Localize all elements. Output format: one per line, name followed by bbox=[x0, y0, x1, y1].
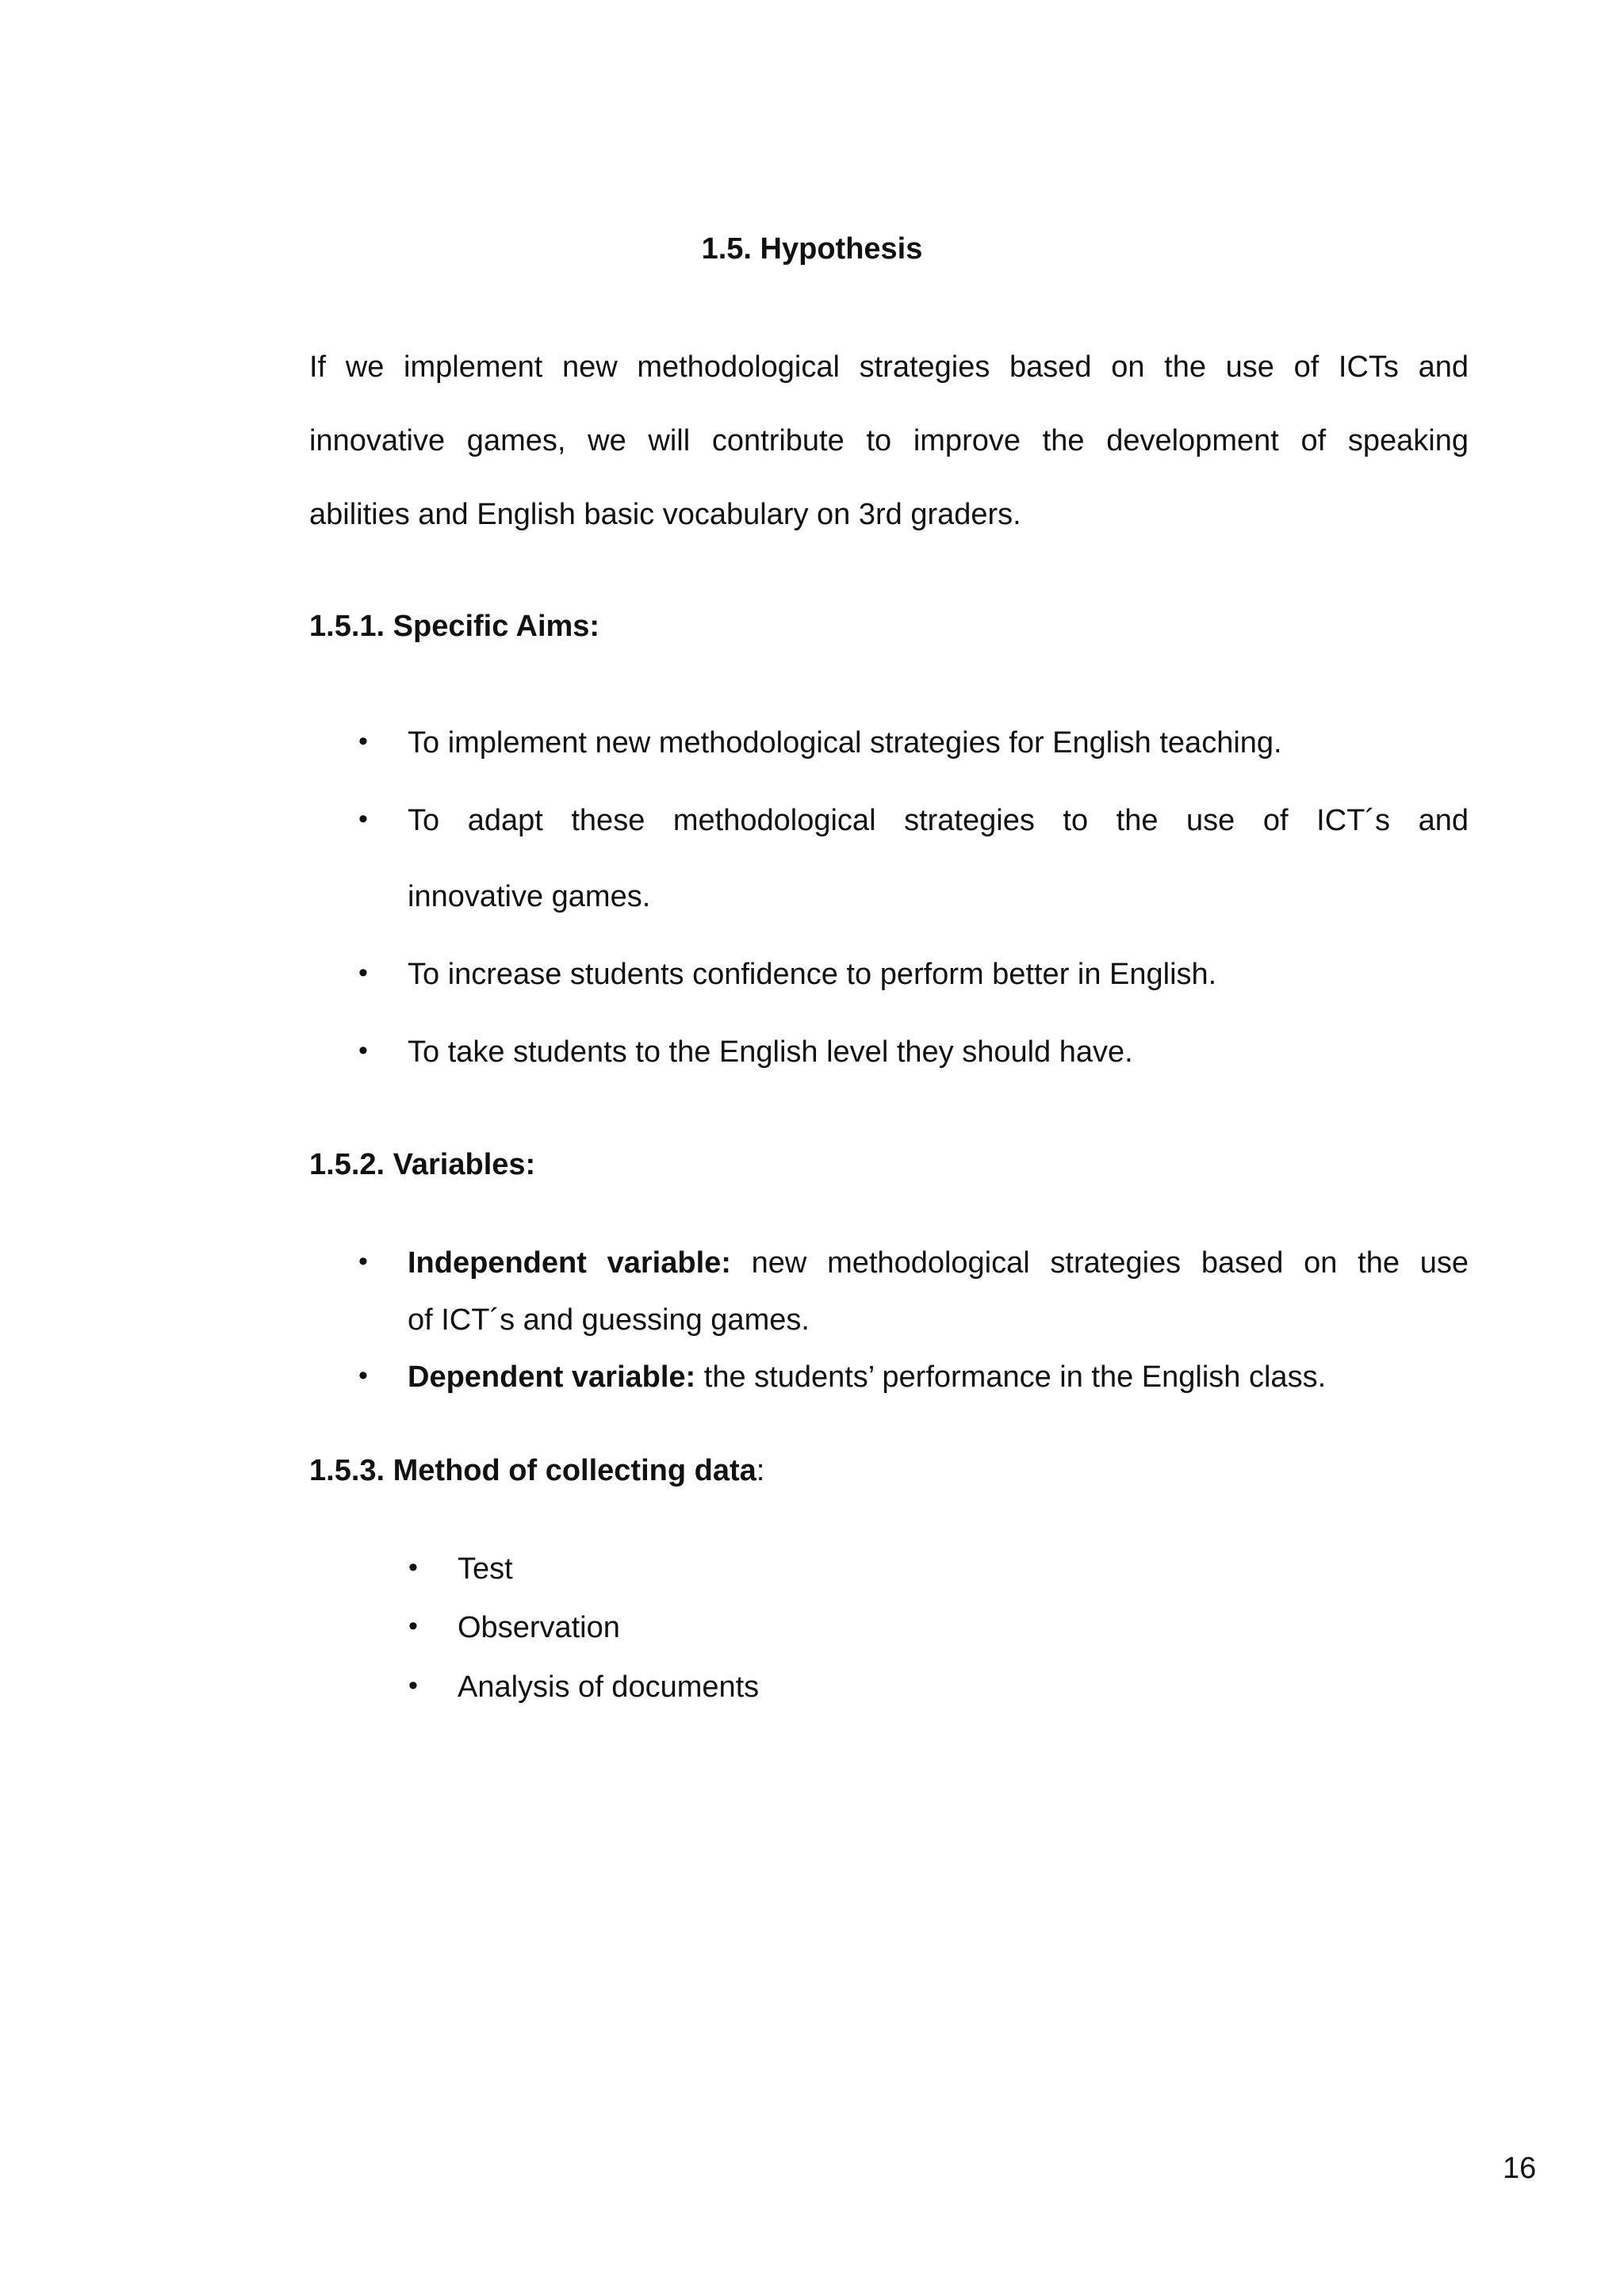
page-number: 16 bbox=[1503, 2152, 1537, 2185]
independent-variable-line-1 bbox=[408, 1246, 1469, 1280]
aim-item-4: To take students to the English level they should have. bbox=[408, 1035, 1133, 1069]
specific-aims-heading: 1.5.1. Specific Aims: bbox=[309, 610, 600, 643]
bullet-icon: • bbox=[358, 804, 368, 834]
bullet-icon: • bbox=[358, 726, 368, 756]
method-item-test: Test bbox=[458, 1552, 513, 1586]
aim-item-3: To increase students confidence to perform better in English. bbox=[408, 958, 1217, 991]
aim-item-2-line-2: innovative games. bbox=[408, 880, 651, 913]
method-heading-label: 1.5.3. Method of collecting data bbox=[309, 1454, 756, 1487]
bullet-icon: • bbox=[358, 1246, 368, 1276]
hypothesis-line-1: If we implement new methodological strategies based on the use of ICTs and bbox=[309, 350, 1469, 384]
method-item-analysis: Analysis of documents bbox=[458, 1670, 760, 1704]
independent-variable-line-2: of ICT´s and guessing games. bbox=[408, 1303, 810, 1337]
dependent-variable bbox=[408, 1360, 1326, 1395]
hypothesis-line-3: abilities and English basic vocabulary on 3rd graders. bbox=[309, 498, 1021, 531]
method-heading bbox=[309, 1454, 764, 1488]
independent-variable-label: Independent variable: bbox=[408, 1246, 731, 1280]
bullet-icon: • bbox=[408, 1611, 418, 1641]
hypothesis-line-2: innovative games, we will contribute to improve the development of speaking bbox=[309, 424, 1469, 457]
dependent-variable-text: the students’ performance in the English class. bbox=[695, 1360, 1327, 1394]
aim-item-2-line-1: To adapt these methodological strategies to the use of ICT´s and bbox=[408, 804, 1469, 837]
section-title: 1.5. Hypothesis bbox=[701, 232, 923, 266]
bullet-icon: • bbox=[358, 1035, 368, 1066]
aim-item-1: To implement new methodological strategies for English teaching. bbox=[408, 726, 1282, 760]
dependent-variable-label: Dependent variable: bbox=[408, 1360, 696, 1394]
method-item-observation: Observation bbox=[458, 1611, 620, 1644]
bullet-icon: • bbox=[408, 1552, 418, 1582]
bullet-icon: • bbox=[408, 1670, 418, 1701]
method-heading-colon: : bbox=[756, 1454, 765, 1487]
bullet-icon: • bbox=[358, 958, 368, 988]
bullet-icon: • bbox=[358, 1360, 368, 1391]
independent-variable-text: new methodological strategies based on the use bbox=[730, 1246, 1469, 1280]
variables-heading: 1.5.2. Variables: bbox=[309, 1148, 536, 1181]
